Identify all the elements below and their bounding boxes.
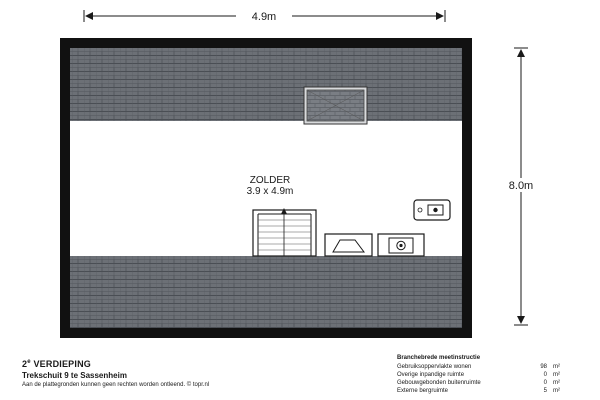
measurement-value: 98 [540, 364, 547, 370]
staircase [253, 208, 316, 256]
measurement-value: 0 [543, 372, 547, 378]
measurement-title: Branchebrede meetinstructie [397, 355, 481, 361]
measurement-unit: m² [553, 372, 560, 378]
measurement-value: 0 [543, 380, 547, 386]
measurement-label: Gebruiksoppervlakte wonen [397, 364, 472, 370]
measurement-label: Gebouwgebonden buitenruimte [397, 380, 481, 386]
boiler-icon [414, 200, 450, 220]
measurement-label: Overige inpandige ruimte [397, 372, 465, 378]
address: Trekschuit 9 te Sassenheim [22, 371, 127, 380]
disclaimer: Aan de plattegronden kunnen geen rechten worden ontleend. © topr.nl [22, 382, 210, 388]
floor-number: 2 [22, 359, 28, 369]
dryer-icon [378, 234, 424, 256]
depth-label: 8.0m [508, 180, 534, 192]
depth-dimension [500, 48, 544, 325]
width-label: 4.9m [251, 11, 277, 23]
skylight [304, 87, 367, 124]
measurement-unit: m² [553, 388, 560, 394]
measurement-unit: m² [553, 364, 560, 370]
floor-name: VERDIEPING [33, 359, 91, 369]
washing-machine-icon [325, 234, 372, 256]
room-name: ZOLDER [249, 175, 291, 186]
room-size: 3.9 x 4.9m [246, 186, 294, 197]
width-dimension [84, 8, 445, 23]
roof-bottom [70, 256, 462, 328]
floor-suffix: e [27, 359, 31, 365]
measurement-unit: m² [553, 380, 560, 386]
roof-top [70, 48, 462, 121]
measurement-value: 5 [543, 388, 547, 394]
measurement-label: Externe bergruimte [397, 388, 449, 394]
